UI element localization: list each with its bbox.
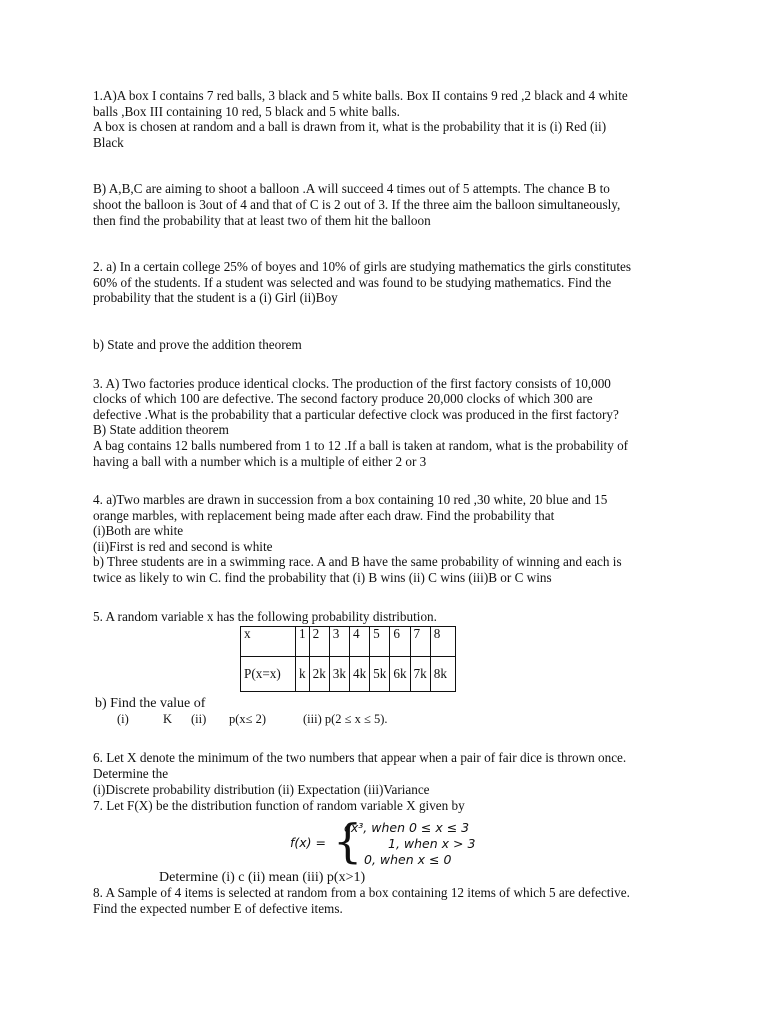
q5-sub-k: K bbox=[163, 711, 173, 726]
formula-case-2: 1, when x > 3 bbox=[388, 835, 476, 851]
table-cell: 3 bbox=[329, 627, 349, 657]
question-paper bbox=[93, 88, 683, 917]
table-cell: 7k bbox=[410, 657, 430, 692]
question-5 bbox=[93, 609, 683, 728]
q4-line-2: orange marbles, with replacement being made after each draw. Find the probability that bbox=[93, 507, 555, 523]
formula-case-1: cx³, when 0 ≤ x ≤ 3 bbox=[344, 819, 470, 835]
question-3 bbox=[93, 376, 683, 470]
table-cell: 5k bbox=[370, 657, 390, 692]
q8-line-1: 8. A Sample of 4 items is selected at random from a box containing 12 items of which 5 are defective. bbox=[93, 885, 630, 901]
q3-line-2: clocks of which 100 are defective. The second factory produce 20,000 clocks of which 300 are bbox=[93, 391, 593, 407]
table-row-p bbox=[241, 657, 456, 692]
question-2a bbox=[93, 259, 683, 306]
question-1b bbox=[93, 181, 683, 228]
q5-sub-ii: (ii) bbox=[191, 711, 207, 726]
table-cell: 5 bbox=[370, 627, 390, 657]
q5-sub-ii-expr: p(x≤ 2) bbox=[229, 711, 267, 726]
q2a-line-3: probability that the student is a (i) Girl (ii)Boy bbox=[93, 290, 338, 306]
q6-line-2: Determine the bbox=[93, 766, 169, 782]
table-cell: 6 bbox=[390, 627, 410, 657]
q1b-line-3: then find the probability that at least two of them hit the balloon bbox=[93, 212, 431, 228]
q1a-line-1: 1.A)A box I contains 7 red balls, 3 black and 5 white balls. Box II contains 9 red ,2 black and 4 white bbox=[93, 88, 628, 103]
q2a-line-2: 60% of the students. If a student was selected and was found to be studying mathematics. Find the bbox=[93, 274, 612, 290]
q4-line-6: twice as likely to win C. find the probability that (i) B wins (ii) C wins (iii)B or C wins bbox=[93, 570, 552, 586]
q3-line-3: defective .What is the probability that a particular defective clock was produced in the first factory? bbox=[93, 406, 619, 422]
q5-sub-iii: (iii) p(2 ≤ x ≤ 5). bbox=[303, 711, 388, 726]
q5-sub-i: (i) bbox=[117, 711, 129, 726]
question-7 bbox=[93, 798, 683, 885]
q4-line-4: (ii)First is red and second is white bbox=[93, 538, 273, 554]
q7-determine: Determine (i) c (ii) mean (iii) p(x>1) bbox=[159, 869, 366, 885]
q6-line-1: 6. Let X denote the minimum of the two numbers that appear when a pair of fair dice is thrown once. bbox=[93, 750, 627, 766]
q3-line-6: having a ball with a number which is a multiple of either 2 or 3 bbox=[93, 453, 427, 469]
table-cell: 4 bbox=[349, 627, 369, 657]
formula-brace: { bbox=[333, 813, 363, 868]
q4-line-3: (i)Both are white bbox=[93, 523, 184, 539]
q4-line-5: b) Three students are in a swimming race. A and B have the same probability of winning and each is bbox=[93, 554, 622, 570]
q1b-line-1: B) A,B,C are aiming to shoot a balloon .A will succeed 4 times out of 5 attempts. The chance B to bbox=[93, 181, 610, 197]
table-cell: 7 bbox=[410, 627, 430, 657]
q3-line-1: 3. A) Two factories produce identical clocks. The production of the first factory consists of 10,000 bbox=[93, 375, 611, 391]
q1a-line-2: balls ,Box III containing 10 red, 5 black and 5 white balls. bbox=[93, 103, 400, 119]
table-cell: 3k bbox=[329, 657, 349, 692]
piecewise-formula bbox=[93, 813, 683, 870]
q1a-line-4: Black bbox=[93, 134, 124, 150]
table-cell: 8k bbox=[430, 657, 455, 692]
formula-lhs: f(x) = bbox=[290, 834, 326, 850]
q5-find: b) Find the value of bbox=[95, 696, 206, 712]
question-1a bbox=[93, 88, 683, 150]
question-2b bbox=[93, 337, 683, 353]
q4-line-1: 4. a)Two marbles are drawn in succession from a box containing 10 red ,30 white, 20 blue and 15 bbox=[93, 492, 608, 508]
table-cell: 6k bbox=[390, 657, 410, 692]
question-6 bbox=[93, 750, 683, 797]
q1a-line-3: A box is chosen at random and a ball is drawn from it, what is the probability that it is (i) Red (ii) bbox=[93, 119, 607, 135]
table-cell: x bbox=[241, 627, 296, 657]
q5-intro: 5. A random variable x has the following probability distribution. bbox=[93, 608, 437, 624]
q2a-line-1: 2. a) In a certain college 25% of boyes and 10% of girls are studying mathematics the girls constitutes bbox=[93, 259, 631, 275]
q2b-line-1: b) State and prove the addition theorem bbox=[93, 336, 302, 352]
q1b-line-2: shoot the balloon is 3out of 4 and that of C is 2 out of 3. If the three aim the balloon simultaneously, bbox=[93, 196, 621, 212]
table-cell: 2 bbox=[309, 627, 329, 657]
table-cell: k bbox=[296, 657, 310, 692]
table-cell: 2k bbox=[309, 657, 329, 692]
question-8 bbox=[93, 885, 683, 916]
probability-distribution-table bbox=[240, 626, 456, 692]
table-cell: 8 bbox=[430, 627, 455, 657]
q3-line-5: A bag contains 12 balls numbered from 1 to 12 .If a ball is taken at random, what is the probability of bbox=[93, 437, 629, 453]
q6-line-3: (i)Discrete probability distribution (ii) Expectation (iii)Variance bbox=[93, 781, 430, 797]
table-cell: 1 bbox=[296, 627, 310, 657]
q7-line-1: 7. Let F(X) be the distribution function of random variable X given by bbox=[93, 798, 465, 814]
table-cell: 4k bbox=[349, 657, 369, 692]
q5-subparts bbox=[93, 712, 683, 728]
q3-line-4: B) State addition theorem bbox=[93, 422, 229, 438]
q8-line-2: Find the expected number E of defective items. bbox=[93, 901, 343, 916]
table-row-x bbox=[241, 627, 456, 657]
table-cell: P(x=x) bbox=[241, 657, 296, 692]
question-4 bbox=[93, 492, 683, 586]
formula-case-3: 0, when x ≤ 0 bbox=[364, 851, 452, 867]
